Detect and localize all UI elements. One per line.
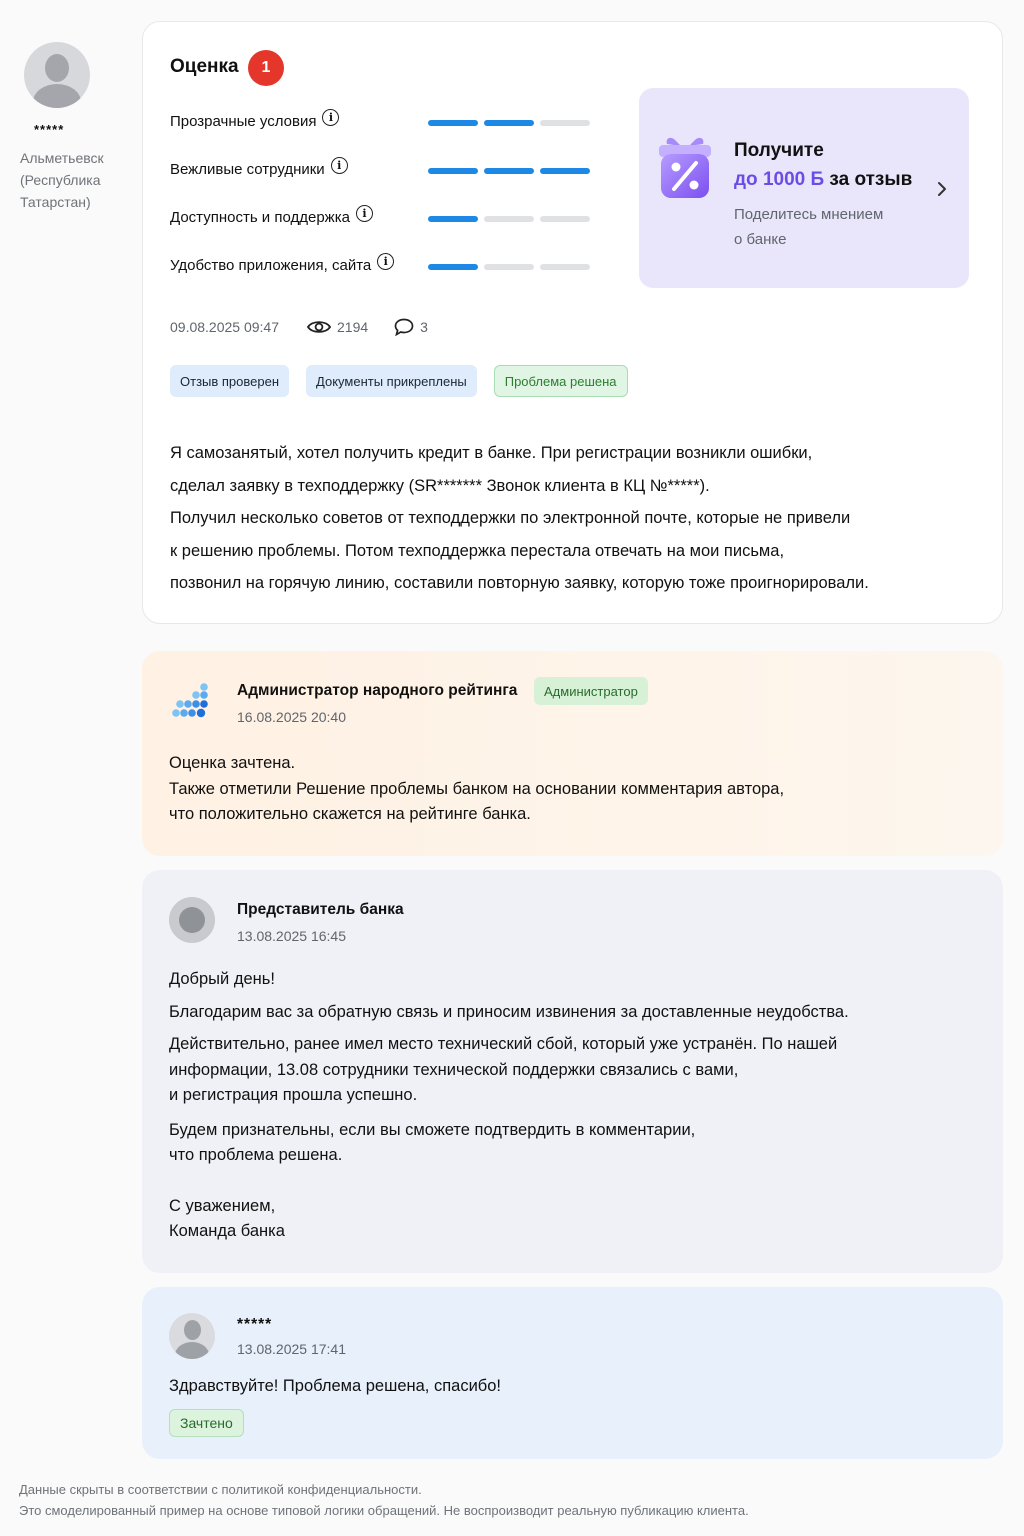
tag-verified: Отзыв проверен: [170, 365, 289, 397]
criterion-row: [170, 254, 595, 302]
bonus-amount-value: до 1000 Б: [734, 169, 825, 190]
role-badge: Администратор: [534, 677, 648, 705]
criterion-row: [170, 110, 595, 158]
info-icon[interactable]: i: [331, 157, 348, 174]
footer-line: Данные скрыты в соответствии с политикой конфиденциальности.: [19, 1482, 422, 1497]
review-meta: [170, 318, 428, 336]
privacy-footer: [19, 1479, 749, 1521]
score-bar-empty: [540, 120, 590, 126]
criterion-score-bars: [428, 264, 590, 270]
user-avatar[interactable]: [169, 1313, 215, 1359]
criterion-label: Доступность и поддержка: [170, 209, 350, 226]
criterion-label: Прозрачные условия: [170, 113, 317, 130]
response-text-line: что проблема решена.: [169, 1146, 343, 1164]
review-date: 09.08.2025 09:47: [170, 319, 279, 335]
counted-badge: Зачтено: [169, 1409, 244, 1437]
author-city-line: Татарстан): [20, 194, 91, 210]
comments-counter[interactable]: [394, 318, 428, 336]
score-bar-filled: [540, 168, 590, 174]
criterion-score-bars: [428, 216, 590, 222]
review-text-line: Получил несколько советов от техподдержки по электронной почте, которые не привели: [170, 509, 851, 527]
user-reply-date: 13.08.2025 17:41: [237, 1341, 346, 1357]
admin-name[interactable]: Администратор народного рейтинга: [237, 682, 518, 699]
score-bar-empty: [540, 216, 590, 222]
criterion-score-bars: [428, 168, 590, 174]
author-avatar[interactable]: [24, 42, 90, 108]
chevron-right-icon[interactable]: [936, 180, 948, 198]
score-bar-empty: [484, 264, 534, 270]
info-icon[interactable]: i: [356, 205, 373, 222]
review-card: [142, 21, 1003, 624]
views-count: 2194: [337, 319, 369, 335]
rating-logo-icon: [171, 681, 211, 721]
review-text-line: к решению проблемы. Потом техподдержка перестала отвечать на мои письма,: [170, 541, 785, 560]
response-text-line: Будем признательны, если вы сможете подтвердить в комментарии,: [169, 1120, 696, 1139]
bonus-subtitle: [734, 202, 914, 252]
user-name[interactable]: *****: [237, 1316, 273, 1333]
response-text-line: Здравствуйте! Проблема решена, спасибо!: [169, 1377, 502, 1395]
score-bar-filled: [484, 168, 534, 174]
response-text-line: информации, 13.08 сотрудники технической поддержки связались с вами,: [169, 1060, 739, 1079]
review-text: [170, 437, 960, 600]
response-text-line: Добрый день!: [169, 970, 275, 988]
bonus-amount: [734, 165, 912, 194]
bank-rep-name: Представитель банка: [237, 901, 404, 918]
admin-response-card: [142, 651, 1003, 856]
rating-value-badge: 1: [248, 50, 284, 86]
bonus-banner[interactable]: [639, 88, 969, 288]
info-icon[interactable]: i: [322, 109, 339, 126]
criterion-score-bars: [428, 120, 590, 126]
user-reply-text: [169, 1374, 501, 1400]
response-text-line: Благодарим вас за обратную связь и приносим извинения за доставленные неудобства.: [169, 1002, 849, 1021]
response-text-line: Команда банка: [169, 1222, 285, 1240]
author-info: [20, 42, 130, 213]
eye-icon: [307, 319, 331, 335]
review-text-line: сделал заявку в техподдержку (SR******* Звонок клиента в КЦ №*****).: [170, 476, 710, 495]
score-bar-filled: [428, 120, 478, 126]
criterion-label: Вежливые сотрудники: [170, 161, 325, 178]
criterion-row: [170, 158, 595, 206]
response-text-line: Оценка зачтена.: [169, 754, 296, 772]
score-bar-filled: [428, 216, 478, 222]
bank-response-card: [142, 870, 1003, 1273]
bank-response-text: [169, 967, 849, 1245]
gift-percent-icon: [657, 136, 713, 200]
criterion-row: [170, 206, 595, 254]
rating-title: Оценка: [170, 56, 239, 77]
tag-documents: Документы прикреплены: [306, 365, 477, 397]
comment-icon: [394, 318, 414, 336]
bonus-amount-suffix: за отзыв: [824, 169, 913, 190]
info-icon[interactable]: i: [377, 253, 394, 270]
footer-line: Это смоделированный пример на основе типовой логики обращений. Не воспроизводит реальную публикацию клиента.: [19, 1503, 749, 1518]
author-city-line: (Республика: [20, 172, 101, 188]
author-city-line: Альметьевск: [20, 150, 104, 166]
review-text-line: позвонил на горячую линию, составили повторную заявку, которую тоже проигнорировали.: [170, 574, 869, 592]
bonus-title: Получите: [734, 140, 824, 161]
review-text-line: Я самозанятый, хотел получить кредит в банке. При регистрации возникли ошибки,: [170, 444, 813, 462]
author-city: [20, 147, 130, 213]
tag-problem-solved: Проблема решена: [494, 365, 628, 397]
score-bar-empty: [484, 216, 534, 222]
score-bar-empty: [540, 264, 590, 270]
response-text-line: С уважением,: [169, 1196, 276, 1215]
views-counter: [307, 319, 368, 335]
admin-response-date: 16.08.2025 20:40: [237, 709, 346, 725]
criterion-label: Удобство приложения, сайта: [170, 257, 372, 274]
bonus-subtitle-line: о банке: [734, 231, 787, 248]
response-text-line: Также отметили Решение проблемы банком на основании комментария автора,: [169, 779, 785, 798]
bonus-subtitle-line: Поделитесь мнением: [734, 206, 884, 223]
review-tags: [170, 365, 628, 397]
response-text-line: Действительно, ранее имел место технический сбой, который уже устранён. По нашей: [169, 1035, 838, 1053]
score-bar-filled: [484, 120, 534, 126]
response-text-line: что положительно скажется на рейтинге банка.: [169, 805, 531, 823]
rating-criteria: [170, 110, 595, 302]
bank-response-date: 13.08.2025 16:45: [237, 928, 346, 944]
user-reply-card: [142, 1287, 1003, 1459]
bank-avatar: [169, 897, 215, 943]
score-bar-filled: [428, 168, 478, 174]
comments-count: 3: [420, 319, 428, 335]
response-text-line: и регистрация прошла успешно.: [169, 1086, 418, 1104]
score-bar-filled: [428, 264, 478, 270]
admin-response-text: [169, 751, 784, 828]
author-name[interactable]: *****: [34, 122, 65, 137]
